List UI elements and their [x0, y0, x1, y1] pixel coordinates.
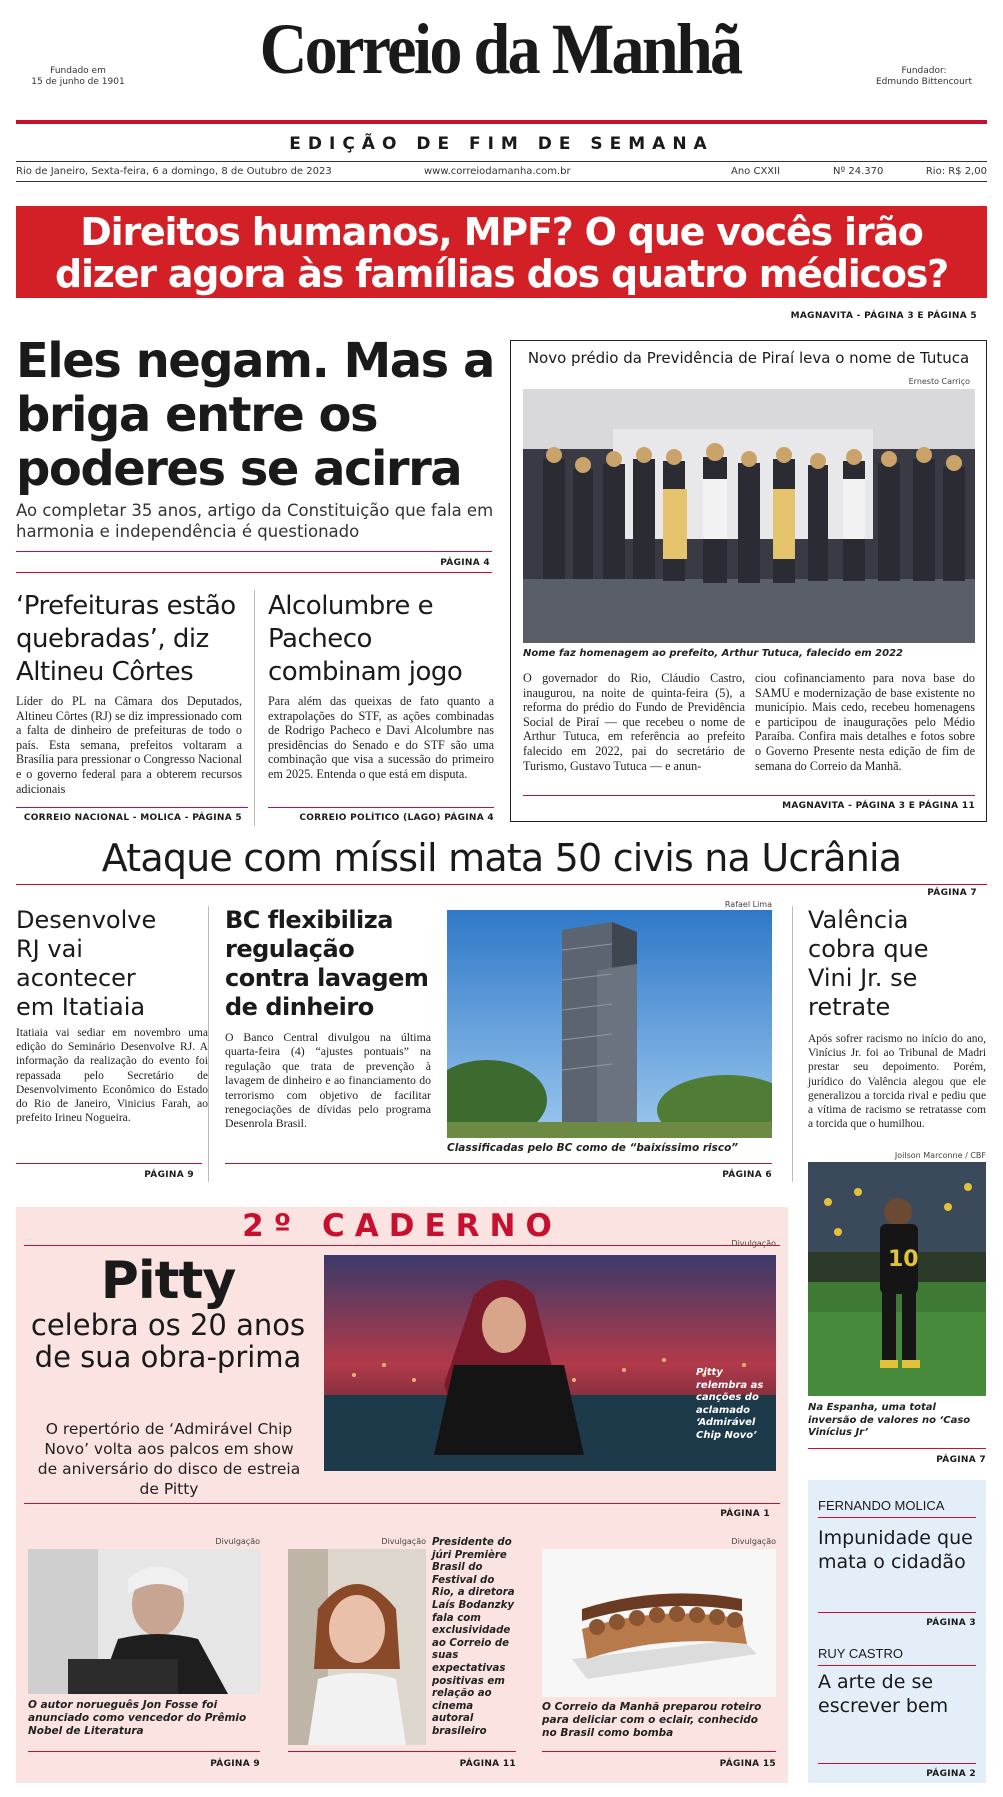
- column-divider-3: [792, 906, 793, 1182]
- pitty-credit: Divulgação: [731, 1239, 776, 1248]
- ucrania-ref[interactable]: PÁGINA 7: [927, 888, 977, 898]
- pirai-rule: [523, 795, 975, 796]
- svg-text:10: 10: [888, 1247, 919, 1272]
- pirai-ref[interactable]: MAGNAVITA - PÁGINA 3 E PÁGINA 11: [782, 801, 975, 811]
- founder-info: [862, 66, 986, 88]
- pitty-rule: [24, 1503, 780, 1504]
- pirai-body-col2: ciou cofinanciamento para nova base do SAMU e modernização de base existente no município. Mais cedo, recebeu homenagens e participou de inaugurações pelo Médio Paraíba. Confira mais detalhes e fotos sobre o Governo Presente nesta edição de fim de semana do Correio da Manhã.: [755, 671, 975, 773]
- fosse-photo: [28, 1549, 260, 1694]
- itatiaia-ref[interactable]: PÁGINA 9: [144, 1170, 194, 1180]
- valencia-body: Após sofrer racismo no início do ano, Vinícius Jr. foi ao Tribunal de Madri prestar seu depoimento. Porém, jurídico do Valência alegou que ele generalizou a torcida rival e pediu que a vítima de racismo se retratasse com a torcida que o humilhou.: [808, 1033, 986, 1131]
- pirai-photo: [523, 389, 975, 643]
- caderno-box: [16, 1207, 788, 1783]
- bc-ref[interactable]: PÁGINA 6: [722, 1170, 772, 1180]
- bc-photo: [447, 910, 772, 1138]
- pirai-box[interactable]: [510, 340, 987, 822]
- founded-date: 15 de junho de 1901: [31, 77, 125, 87]
- prefeituras-headline[interactable]: ‘Prefeituras estão quebradas’, diz Altineu Côrtes: [16, 591, 236, 687]
- prefeituras-rule: [16, 807, 248, 808]
- lead-subhead: Ao completar 35 anos, artigo da Constituição que fala em harmonia e independência é questionado: [16, 501, 494, 541]
- alcolumbre-rule: [268, 807, 494, 808]
- bc-body: O Banco Central divulgou na última quarta-feira (4) “ajustes pontuais” na regulação que trata de prevenção à lavagem de dinheiro e ao financiamento do terrorismo com objetivo de facilitar renegociações de dívidas pelo programa Desenrola Brasil.: [225, 1030, 431, 1131]
- founder-label: Fundador:: [901, 66, 947, 76]
- castro-title[interactable]: A arte de se escrever bem: [818, 1671, 949, 1717]
- issue-number: Nº 24.370: [833, 166, 884, 177]
- valencia-photo: [808, 1162, 986, 1396]
- banner-headline-line1: Direitos humanos, MPF? O que vocês irão: [80, 210, 923, 254]
- column-divider-2: [208, 906, 209, 1182]
- lead-rule-bottom: [16, 572, 492, 573]
- pirai-headline: Novo prédio da Previdência de Piraí leva o nome de Tutuca: [527, 349, 970, 367]
- pitty-caption: Pitty relembra as canções do aclamado ‘Admirável Chip Novo’: [696, 1367, 764, 1441]
- founded-info: [18, 66, 138, 88]
- edition-label: EDIÇÃO DE FIM DE SEMANA: [289, 134, 714, 154]
- alcolumbre-body: Para além das queixas de fato quanto a extrapolações do STF, as ações combinadas de Rodrigo Pacheco e Davi Alcolumbre nas presidências do Senado e do STF são uma combinação que visa a sucessão do primeiro em 2025. Entenda o que está em disputa.: [268, 694, 494, 781]
- eclair-photo: [542, 1549, 776, 1697]
- molica-ref[interactable]: PÁGINA 3: [926, 1618, 976, 1628]
- masthead-title[interactable]: Correio da Manhã: [259, 9, 741, 89]
- castro-author: RUY CASTRO: [818, 1646, 903, 1661]
- bc-credit: Rafael Lima: [724, 900, 772, 909]
- molica-rule-bottom: [818, 1612, 976, 1613]
- pitty-name[interactable]: Pitty: [100, 1251, 236, 1311]
- valencia-rule: [808, 1448, 986, 1449]
- masthead-rule-top: [16, 120, 987, 124]
- banner-headline-line2: dizer agora às famílias dos quatro médicos?: [54, 252, 949, 296]
- year-label: Ano CXXII: [731, 166, 781, 177]
- bodanzky-photo: [288, 1549, 426, 1745]
- banner-ref[interactable]: MAGNAVITA - PÁGINA 3 E PÁGINA 5: [790, 311, 977, 321]
- pitty-sub: O repertório de ‘Admirável Chip Novo’ volta aos palcos em show de aniversário do disco de estreia de Pitty: [37, 1420, 301, 1498]
- prefeituras-body: Líder do PL na Câmara dos Deputados, Altineu Côrtes (RJ) se diz impressionado com a falta de dinheiro de prefeituras de todo o país. Esta semana, prefeitos voltaram a Brasília para pressionar o Congresso Nacional e o governo federal para a obterem recursos adicionais: [16, 694, 242, 796]
- dateline: [16, 166, 987, 180]
- bodanzky-caption: Presidente do júri Première Brasil do Festival do Rio, a diretora Laís Bodanzky fala com exclusividade ao Correio de suas expectativas positivas em relação ao cinema autoral brasileiro: [432, 1537, 515, 1737]
- molica-rule: [818, 1517, 976, 1518]
- masthead-rule-bottom: [16, 181, 987, 182]
- castro-rule-bottom: [818, 1763, 976, 1764]
- lead-rule: [16, 551, 492, 552]
- caderno-title[interactable]: 2º CADERNO: [242, 1208, 562, 1244]
- lead-headline[interactable]: Eles negam. Mas a briga entre os poderes se acirra: [16, 333, 494, 497]
- fosse-caption: O autor norueguês Jon Fosse foi anunciado como vencedor do Prêmio Nobel de Literatura: [28, 1699, 247, 1737]
- eclair-caption: O Correio da Manhã preparou roteiro para deliciar com o eclair, conhecido no Brasil como bomba: [542, 1701, 762, 1739]
- columnists-box: [808, 1480, 986, 1783]
- alcolumbre-headline[interactable]: Alcolumbre e Pacheco combinam jogo: [268, 591, 463, 687]
- founded-label: Fundado em: [50, 66, 106, 76]
- castro-rule: [818, 1665, 976, 1666]
- column-divider: [254, 590, 255, 826]
- fosse-credit: Divulgação: [215, 1537, 260, 1546]
- pitty-headline: celebra os 20 anos de sua obra-prima: [30, 1308, 306, 1374]
- eclair-ref[interactable]: PÁGINA 15: [719, 1759, 776, 1769]
- bodanzky-credit: Divulgação: [381, 1537, 426, 1546]
- bodanzky-rule: [288, 1751, 516, 1752]
- banner-box[interactable]: [16, 206, 987, 298]
- castro-ref[interactable]: PÁGINA 2: [926, 1769, 976, 1779]
- bc-caption: Classificadas pelo BC como de “baixíssimo risco”: [447, 1142, 739, 1154]
- founder-name: Edmundo Bittencourt: [875, 77, 973, 87]
- itatiaia-rule: [16, 1163, 202, 1164]
- place-date: Rio de Janeiro, Sexta-feira, 6 a domingo, 8 de Outubro de 2023: [16, 166, 332, 177]
- pirai-body-col1: O governador do Rio, Cláudio Castro, inaugurou, na noite de quinta-feira (5), a reforma do prédio do Fundo de Previdência Social de Piraí — que recebeu o nome de Arthur Tutuca, em referência ao prefeito falecido em 2022, pai do secretário de Turismo, Gustavo Tutuca — e anun-: [523, 671, 745, 773]
- valencia-caption: Na Espanha, uma total inversão de valores no ‘Caso Vinícius Jr’: [808, 1402, 971, 1438]
- valencia-credit: Joilson Marconne / CBF: [894, 1151, 986, 1160]
- itatiaia-headline[interactable]: Desenvolve RJ vai acontecer em Itatiaia: [16, 906, 157, 1021]
- pirai-caption: Nome faz homenagem ao prefeito, Arthur Tutuca, falecido em 2022: [523, 648, 903, 659]
- eclair-rule: [542, 1751, 776, 1752]
- pirai-credit: Ernesto Carriço: [908, 377, 970, 386]
- itatiaia-body: Itatiaia vai sediar em novembro uma edição do Seminário Desenvolve RJ. A informação da realização do evento foi repassada pelo Secretário de Desenvolvimento Econômico do Estado do Rio de Janeiro, Vinicius Farah, ao prefeito Irineu Nogueira.: [16, 1027, 208, 1125]
- pitty-photo: [324, 1255, 776, 1471]
- fosse-rule: [28, 1751, 260, 1752]
- price: Rio: R$ 2,00: [925, 166, 987, 177]
- bc-headline[interactable]: BC flexibiliza regulação contra lavagem de dinheiro: [225, 906, 429, 1021]
- website-link[interactable]: www.correiodamanha.com.br: [424, 166, 571, 177]
- ucrania-rule: [16, 884, 987, 885]
- masthead-rule-mid: [16, 161, 987, 162]
- molica-author: FERNANDO MOLICA: [818, 1498, 945, 1513]
- molica-title[interactable]: Impunidade que mata o cidadão: [818, 1527, 973, 1573]
- fosse-ref[interactable]: PÁGINA 9: [210, 1759, 260, 1769]
- alcolumbre-ref[interactable]: CORREIO POLÍTICO (LAGO) PÁGINA 4: [299, 813, 494, 823]
- lead-ref[interactable]: PÁGINA 4: [440, 558, 490, 568]
- ucrania-headline[interactable]: Ataque com míssil mata 50 civis na Ucrânia: [101, 836, 902, 880]
- bc-rule: [225, 1163, 772, 1164]
- pitty-ref[interactable]: PÁGINA 1: [720, 1509, 770, 1519]
- eclair-credit: Divulgação: [731, 1537, 776, 1546]
- valencia-ref[interactable]: PÁGINA 7: [936, 1455, 986, 1465]
- prefeituras-ref[interactable]: CORREIO NACIONAL - MOLICA - PÁGINA 5: [23, 813, 242, 823]
- masthead: [0, 0, 1003, 180]
- bodanzky-ref[interactable]: PÁGINA 11: [459, 1759, 516, 1769]
- valencia-headline[interactable]: Valência cobra que Vini Jr. se retrate: [808, 906, 929, 1021]
